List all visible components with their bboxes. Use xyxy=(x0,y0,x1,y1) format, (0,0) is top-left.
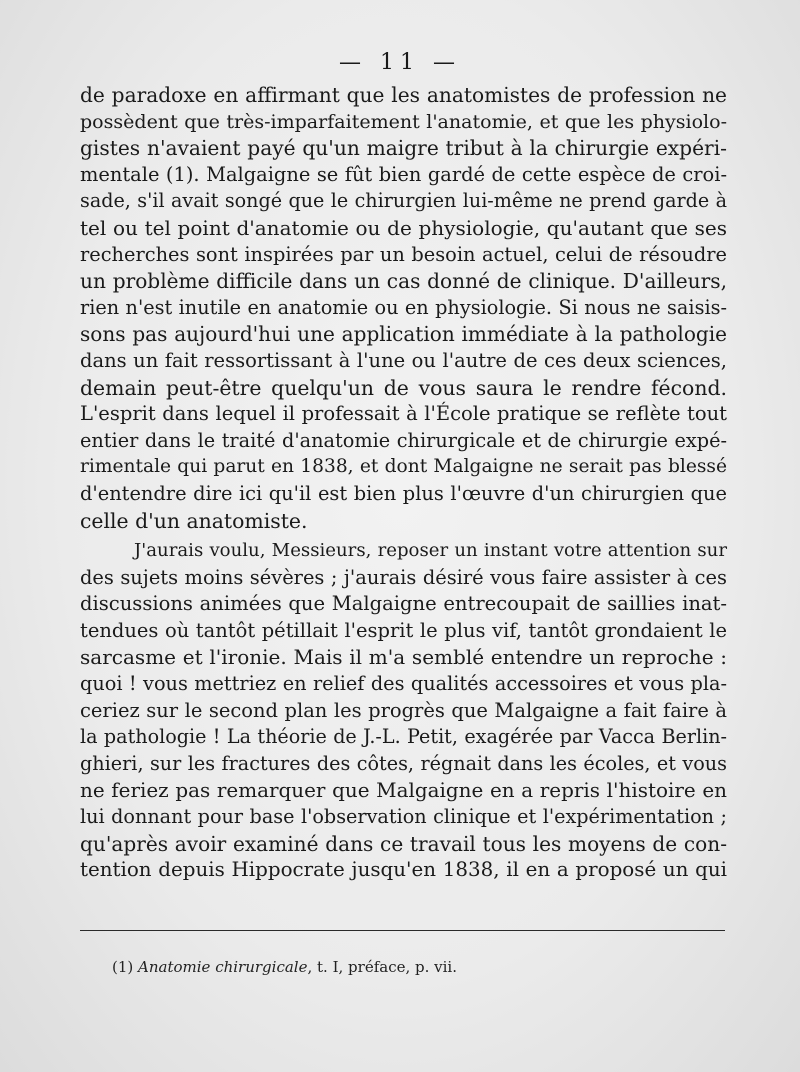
text-line: qu'après avoir examiné dans ce travail tous les moyens de con- xyxy=(80,831,727,856)
page-number: — 11 — xyxy=(339,50,461,75)
text-line: sade, s'il avait songé que le chirurgien lui-même ne prend garde à xyxy=(80,189,727,213)
text-line: mentale (1). Malgaigne se fût bien gardé de cette espèce de croi- xyxy=(80,162,727,186)
footnote-marker: (1) xyxy=(112,958,134,976)
footnote-reference: , t. I, préface, p. vii. xyxy=(307,958,457,976)
text-line: lui donnant pour base l'observation clinique et l'expérimentation ; xyxy=(80,805,727,829)
paragraph-2 xyxy=(80,538,727,884)
text-line: sarcasme et l'ironie. Mais il m'a semblé entendre un reproche : xyxy=(80,645,727,670)
text-line: ceriez sur le second plan les progrès que Malgaigne a fait faire à xyxy=(80,698,727,722)
text-line: d'entendre dire ici qu'il est bien plus l'œuvre d'un chirurgien que xyxy=(80,481,727,505)
text-line: des sujets moins sévères ; j'aurais désiré vous faire assister à ces xyxy=(80,565,727,589)
text-line: tention depuis Hippocrate jusqu'en 1838, il en a proposé un qui xyxy=(80,858,727,882)
text-line: la pathologie ! La théorie de J.-L. Petit, exagérée par Vacca Berlin- xyxy=(80,725,727,749)
text-line: ne feriez pas remarquer que Malgaigne en a repris l'histoire en xyxy=(80,778,727,803)
text-line: rimentale qui parut en 1838, et dont Malgaigne ne serait pas blessé xyxy=(80,456,727,478)
footnote-rule xyxy=(80,930,725,931)
text-line: tendues où tantôt pétillait l'esprit le plus vif, tantôt grondaient le xyxy=(80,618,727,642)
paragraph-1 xyxy=(80,82,727,534)
text-line: ghieri, sur les fractures des côtes, régnait dans les écoles, et vous xyxy=(80,751,727,775)
text-line: entier dans le traité d'anatomie chirurgicale et de chirurgie expé- xyxy=(80,428,727,452)
text-line: demain peut-être quelqu'un de vous saura le rendre fécond. xyxy=(80,375,727,400)
text-line: gistes n'avaient payé qu'un maigre tribut à la chirurgie expéri- xyxy=(80,136,727,161)
footnote-title: Anatomie chirurgicale xyxy=(138,958,308,976)
text-line: rien n'est inutile en anatomie ou en physiologie. Si nous ne saisis- xyxy=(80,295,727,319)
footnote xyxy=(112,958,457,976)
text-line: discussions animées que Malgaigne entrecoupait de saillies inat- xyxy=(80,592,727,616)
text-line: celle d'un anatomiste. xyxy=(80,508,308,533)
body-text xyxy=(80,82,727,884)
text-line: J'aurais voulu, Messieurs, reposer un instant votre attention sur xyxy=(134,540,727,562)
text-line: quoi ! vous mettriez en relief des qualités accessoires et vous pla- xyxy=(80,672,727,696)
text-line: L'esprit dans lequel il professait à l'École pratique se reflète tout xyxy=(80,402,727,426)
text-line: de paradoxe en affirmant que les anatomistes de profession ne xyxy=(80,83,727,107)
text-line: recherches sont inspirées par un besoin actuel, celui de résoudre xyxy=(80,242,727,266)
text-line: possèdent que très-imparfaitement l'anatomie, et que les physiolo- xyxy=(80,110,727,133)
text-line: dans un fait ressortissant à l'une ou l'autre de ces deux sciences, xyxy=(80,348,727,372)
text-line: un problème difficile dans un cas donné de clinique. D'ailleurs, xyxy=(80,269,727,294)
text-line: tel ou tel point d'anatomie ou de physiologie, qu'autant que ses xyxy=(80,215,727,240)
text-line: sons pas aujourd'hui une application immédiate à la pathologie xyxy=(80,322,727,347)
